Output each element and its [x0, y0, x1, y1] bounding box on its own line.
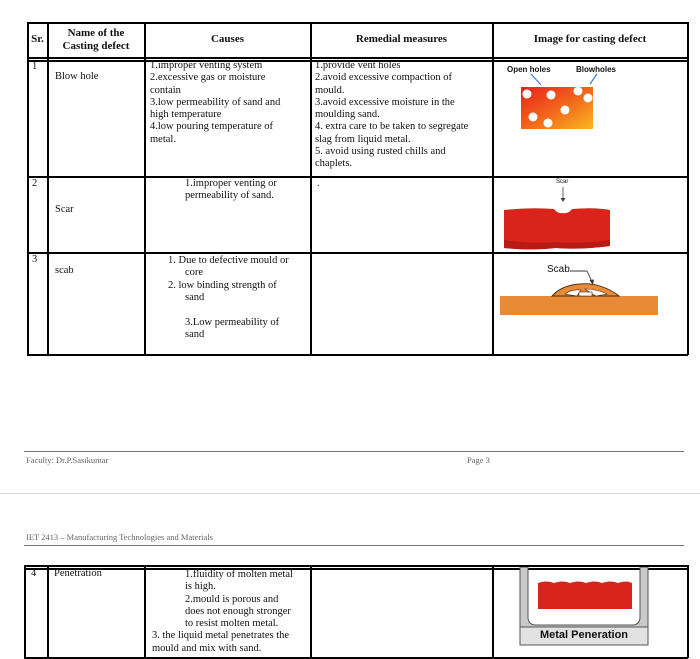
- row-2-causes: 1.improper venting or permeability of sand.: [185, 178, 277, 202]
- penetration-figure: [518, 567, 650, 647]
- row-2-remedies: .: [317, 178, 320, 189]
- row-4-name: Penetration: [54, 568, 102, 579]
- row-1-name: Blow hole: [55, 71, 99, 82]
- scar-figure: [500, 176, 615, 252]
- label-scar: Scar: [556, 179, 569, 185]
- caption-metal-penetration: Metal Peneration: [539, 629, 629, 641]
- row-1-remedies: 1.provide vent holes 2.avoid excessive compaction of mould. 3.avoid excessive moisture in the moulding sand. 4. extra care to be taken to segregate slag from liquid metal. 5. avoid using rusted chills and chaplets.: [315, 60, 469, 170]
- header-sr: Sr.: [31, 33, 44, 45]
- row-3-name: scab: [55, 265, 74, 276]
- header-remedies: Remedial measures: [355, 33, 448, 45]
- page-header-course: IET 2413 – Manufacturing Technologies and Materials: [26, 532, 213, 542]
- row-1-causes: 1.improper venting system 2.excessive gas or moisture contain 3.low permeability of sand and high temperature 4.low pouring temperature of metal.: [150, 60, 281, 145]
- row-4-sr: 4: [31, 568, 37, 579]
- label-open-holes: Open holes: [507, 65, 551, 74]
- scab-figure: [497, 258, 662, 320]
- row-3-sr: 3: [32, 254, 38, 265]
- footer-page-number: Page 3: [467, 455, 490, 465]
- footer-faculty: Faculty: Dr.P.Sasikumar: [26, 455, 109, 465]
- header-image: Image for casting defect: [533, 33, 647, 45]
- label-scab: Scab: [547, 264, 570, 275]
- label-blowholes: Blowholes: [576, 65, 617, 74]
- header-defect-name: Name of the Casting defect: [62, 27, 130, 52]
- row-2-sr: 2: [32, 178, 38, 189]
- row-3-causes: 1. Due to defective mould or core 2. low binding strength of sand 3.Low permeability of sand: [168, 255, 289, 341]
- page-break: [0, 493, 700, 494]
- blowhole-figure: [500, 62, 630, 140]
- row-2-name: Scar: [55, 204, 74, 215]
- row-4-causes: 1.fluidity of molten metal is high. 2.mould is porous and does not enough stronger to resist molten metal. 3. the liquid metal penetrates the mould and mix with sand.: [152, 569, 293, 654]
- row-1-sr: 1: [32, 61, 38, 72]
- header-causes: Causes: [210, 33, 244, 45]
